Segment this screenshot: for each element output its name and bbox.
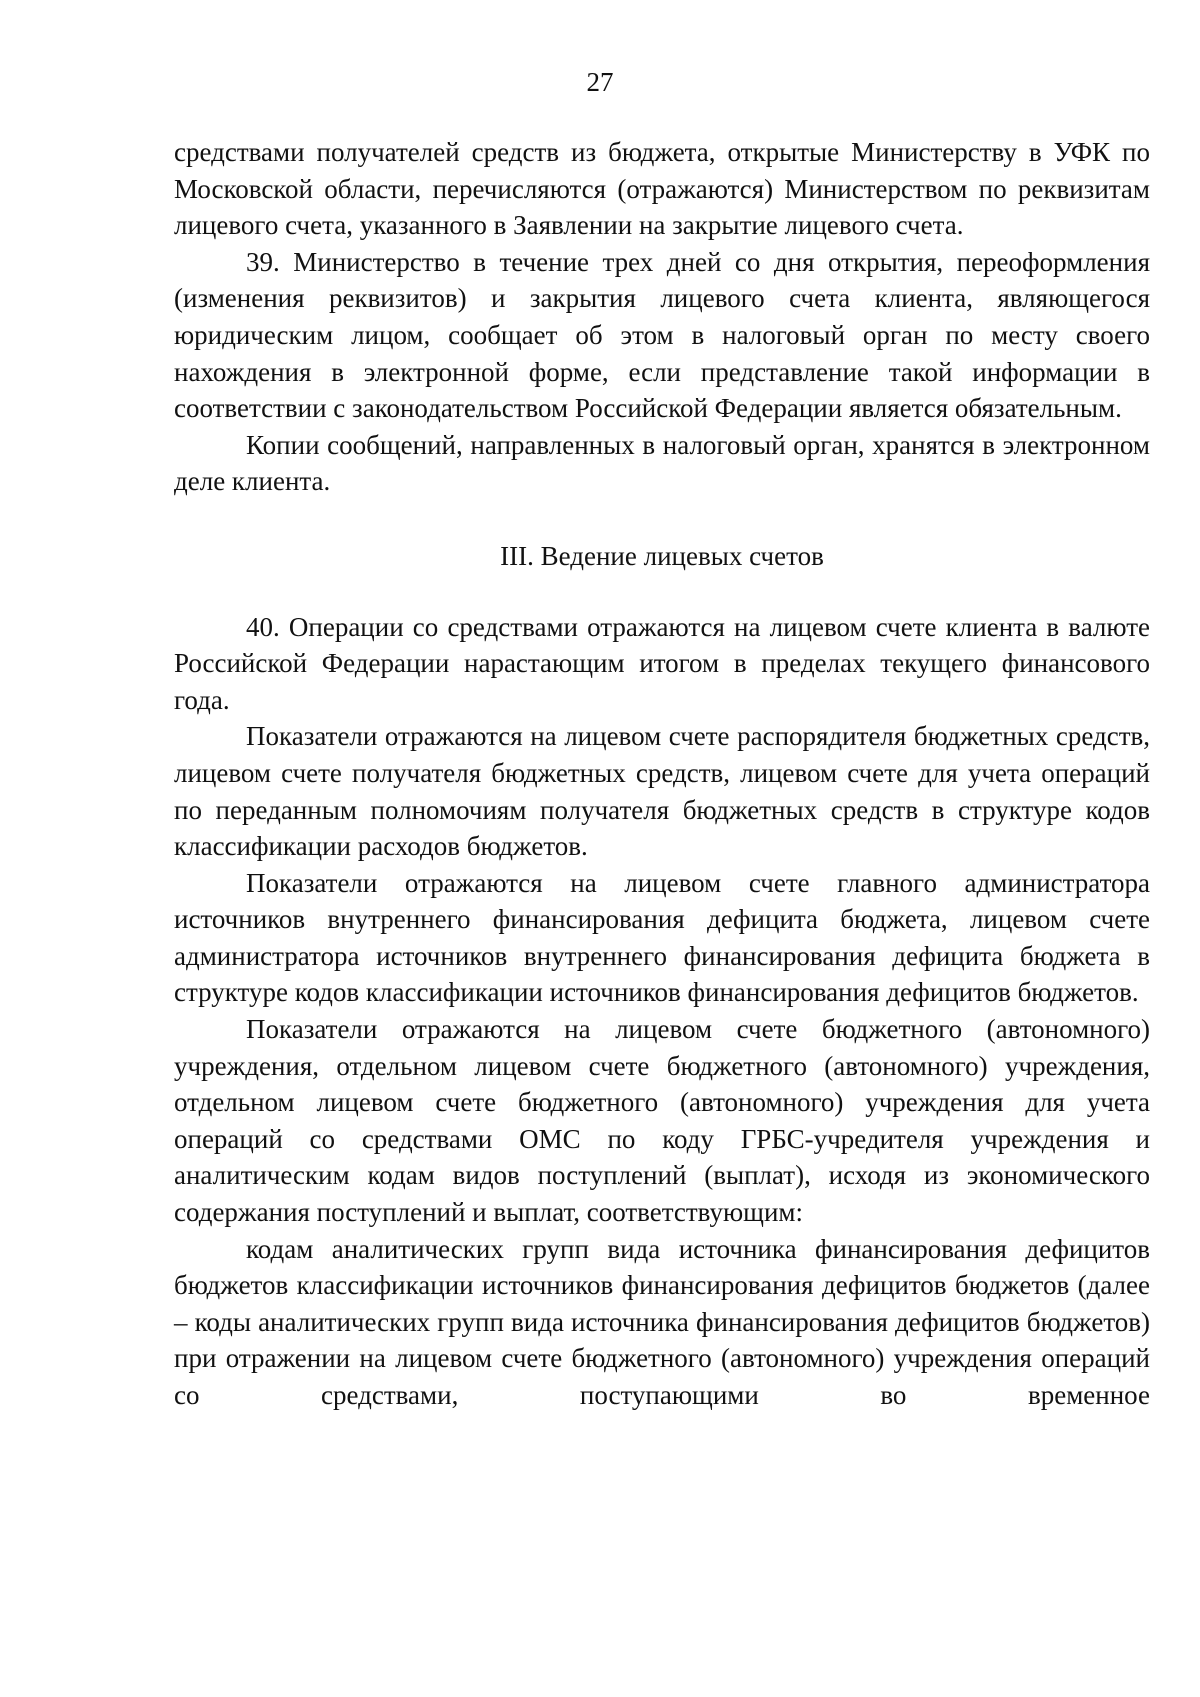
paragraph-39-copies: Копии сообщений, направленных в налоговый орган, хранятся в электронном деле клиента. bbox=[174, 429, 1150, 497]
paragraph-40-indicators-budget-funds: Показатели отражаются на лицевом счете распорядителя бюджетных средств, лицевом счете получателя бюджетных средств, лицевом счете для учета операций по переданным полномочиям получателя бюджетных средств в структуре кодов классификации расходов бюджетов. bbox=[174, 721, 1150, 862]
page-number: 27 bbox=[586, 67, 614, 97]
document-body bbox=[174, 134, 1150, 1414]
paragraph-40-indicators-institutions: Показатели отражаются на лицевом счете бюджетного (автономного) учреждения, отдельном лицевом счете бюджетного (автономного) учреждения, отдельном лицевом счете бюджетного (автономного) учреждения для учета операций со средствами ОМС по коду ГРБС-учредителя учреждения и аналитическим кодам видов поступлений (выплат), исходя из экономического содержания поступлений и выплат, соответствующим: bbox=[174, 1014, 1150, 1228]
paragraph-40-indicators-deficit-sources: Показатели отражаются на лицевом счете главного администратора источников внутреннего финансирования дефицита бюджета, лицевом счете администратора источников внутреннего финансирования дефицита бюджета в структуре кодов классификации источников финансирования дефицитов бюджетов. bbox=[174, 867, 1150, 1008]
paragraph-39: 39. Министерство в течение трех дней со дня открытия, переоформления (изменения реквизитов) и закрытия лицевого счета клиента, являющегося юридическим лицом, сообщает об этом в налоговый орган по месту своего нахождения в электронной форме, если представление такой информации в соответствии с законодательством Российской Федерации является обязательным. bbox=[174, 246, 1150, 424]
paragraph-continuation: средствами получателей средств из бюджета, открытые Министерству в УФК по Московской области, перечисляются (отражаются) Министерством по реквизитам лицевого счета, указанного в Заявлении на закрытие лицевого счета. bbox=[174, 137, 1150, 241]
paragraph-40: 40. Операции со средствами отражаются на лицевом счете клиента в валюте Российской Федерации нарастающим итогом в пределах текущего финансового года. bbox=[174, 611, 1150, 715]
paragraph-40-analytic-codes: кодам аналитических групп вида источника финансирования дефицитов бюджетов классификации источников финансирования дефицитов бюджетов (далее – коды аналитических групп вида источника финансирования дефицитов бюджетов) при отражении на лицевом счете бюджетного (автономного) учреждения операций со средствами, поступающими во временное bbox=[174, 1233, 1150, 1410]
section-heading: III. Ведение лицевых счетов bbox=[500, 540, 824, 571]
